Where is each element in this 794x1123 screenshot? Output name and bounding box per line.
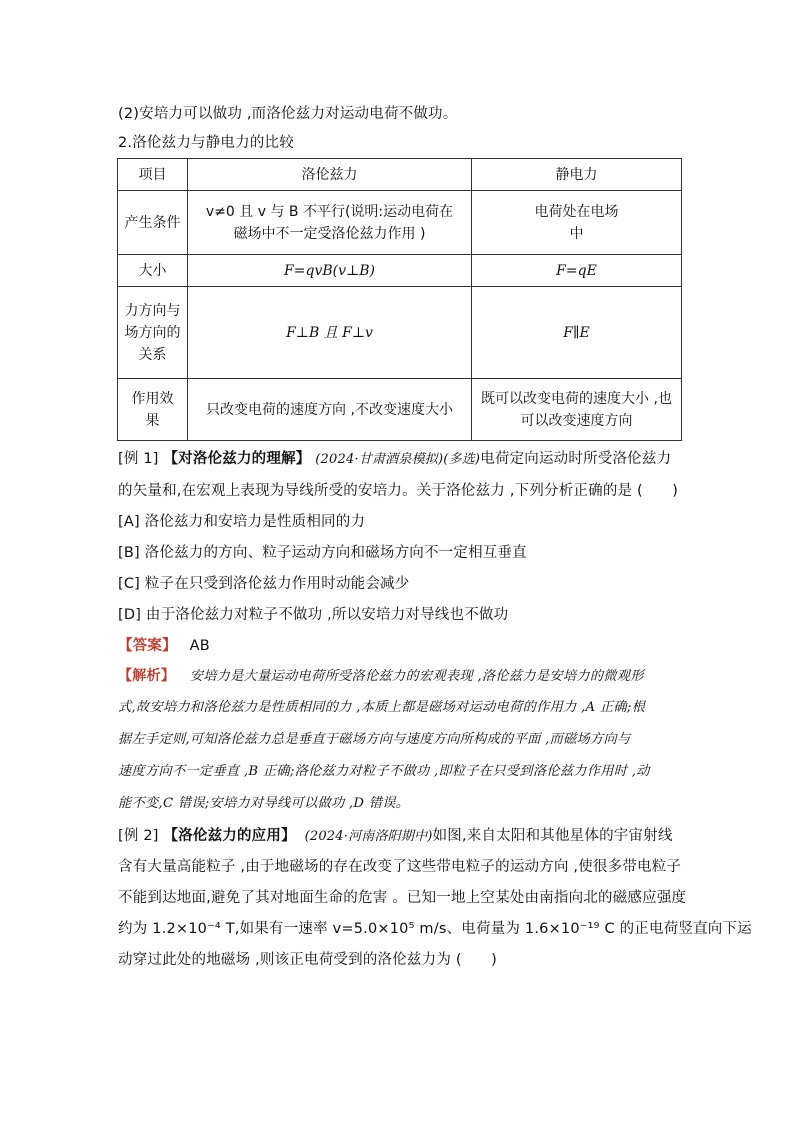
header-cell: 项目	[118, 159, 188, 191]
example1-tag: [例 1]	[118, 451, 159, 467]
answer-label: 【答案】	[118, 638, 177, 654]
analysis-text: 安培力是大量运动电荷所受洛伦兹力的宏观表现 ,洛伦兹力是安培力的微观形	[189, 669, 644, 684]
row-electric: F∥E	[472, 287, 682, 379]
row-electric: F=qE	[472, 255, 682, 287]
example2-topic: 【洛伦兹力的应用】	[163, 828, 296, 844]
example2-tag: [例 2]	[118, 828, 159, 844]
example2-line: 动穿过此处的地磁场 ,则该正电荷受到的洛伦兹力为 ( )	[118, 952, 497, 968]
row-lorentz: 只改变电荷的速度方向 ,不改变速度大小	[188, 379, 472, 441]
table-row	[118, 287, 682, 379]
answer-value: AB	[189, 638, 210, 654]
example1-source: (2024·甘肃酒泉模拟)(多选)	[315, 452, 481, 467]
analysis-line: 能不变,C 错误;安培力对导线可以做功 ,D 错误。	[118, 796, 410, 811]
intro-line: (2)安培力可以做功 ,而洛伦兹力对运动电荷不做功。	[118, 106, 458, 122]
header-cell: 静电力	[472, 159, 682, 191]
analysis-line: 式,故安培力和洛伦兹力是性质相同的力 ,本质上都是磁场对运动电荷的作用力 ,A 正确;根	[118, 700, 646, 715]
row-item: 产生条件	[118, 191, 188, 255]
table-row	[118, 255, 682, 287]
example2-line: 不能到达地面,避免了其对地面生命的危害 。已知一地上空某处由南指向北的磁感应强度	[118, 890, 687, 906]
comparison-table	[117, 158, 682, 441]
table-row	[118, 379, 682, 441]
example2-line: 含有大量高能粒子 ,由于地磁场的存在改变了这些带电粒子的运动方向 ,使很多带电粒子	[118, 859, 682, 875]
analysis-label: 【解析】	[118, 668, 176, 684]
answer-line	[118, 636, 210, 656]
example2-stem: 如图,来自太阳和其他星体的宇宙射线	[432, 828, 673, 844]
analysis-line: 据左手定则,可知洛伦兹力总是垂直于磁场方向与速度方向所构成的平面 ,而磁场方向与	[118, 732, 631, 747]
row-lorentz: F=qvB(v⊥B)	[188, 255, 472, 287]
row-item: 作用效果	[118, 379, 188, 441]
row-electric: 既可以改变电荷的速度大小 ,也可以改变速度方向	[472, 379, 682, 441]
analysis-line: 速度方向不一定垂直 ,B 正确;洛伦兹力对粒子不做功 ,即粒子在只受到洛伦兹力作用时 ,动	[118, 764, 650, 779]
analysis-line	[118, 666, 644, 687]
option-b: [B] 洛伦兹力的方向、粒子运动方向和磁场方向不一定相互垂直	[118, 545, 527, 561]
option-d: [D] 由于洛伦兹力对粒子不做功 ,所以安培力对导线也不做功	[118, 607, 509, 623]
row-item: 大小	[118, 255, 188, 287]
table-row	[118, 191, 682, 255]
example2-source: (2024·河南洛阳期中)	[304, 829, 433, 844]
table-header-row	[118, 159, 682, 191]
example1-topic: 【对洛伦兹力的理解】	[163, 451, 311, 467]
row-lorentz: v≠0 且 v 与 B 不平行(说明:运动电荷在磁场中不一定受洛伦兹力作用 )	[188, 191, 472, 255]
option-a: [A] 洛伦兹力和安培力是性质相同的力	[118, 514, 366, 530]
example2-heading	[118, 826, 673, 847]
row-lorentz: F⊥B 且 F⊥v	[188, 287, 472, 379]
example2-line: 约为 1.2×10⁻⁴ T,如果有一速率 v=5.0×10⁵ m/s、电荷量为 1.6×10⁻¹⁹ C 的正电荷竖直向下运	[118, 921, 752, 937]
option-c: [C] 粒子在只受到洛伦兹力作用时动能会减少	[118, 576, 410, 592]
header-cell: 洛伦兹力	[188, 159, 472, 191]
example1-stem: 电荷定向运动时所受洛伦兹力	[480, 451, 672, 467]
row-item: 力方向与场方向的关系	[118, 287, 188, 379]
example1-heading	[118, 449, 671, 470]
section-title: 2.洛伦兹力与静电力的比较	[118, 135, 294, 151]
row-electric: 电荷处在电场中	[472, 191, 682, 255]
example1-stem-2: 的矢量和,在宏观上表现为导线所受的安培力。关于洛伦兹力 ,下列分析正确的是 ( )	[118, 483, 679, 499]
